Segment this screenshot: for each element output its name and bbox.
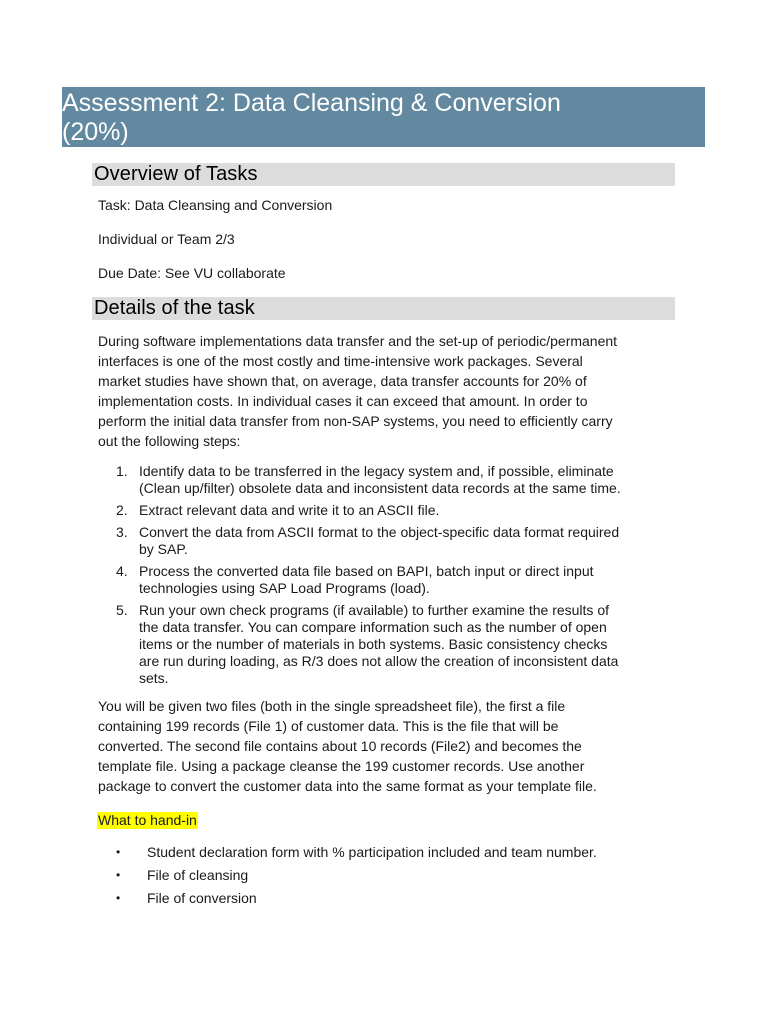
details-heading: Details of the task (94, 297, 255, 319)
details-heading-bar (92, 297, 675, 320)
intro-line: perform the initial data transfer from non-SAP systems, you need to efficiently carry (98, 413, 613, 429)
bullet-icon: • (116, 845, 121, 859)
step-text (139, 463, 682, 497)
step-text (139, 602, 682, 687)
intro-line: out the following steps: (98, 433, 241, 449)
page-title-line-1: Assessment 2: Data Cleansing & Conversion (62, 89, 561, 117)
step-line: the data transfer. You can compare information such as the number of open (139, 619, 607, 635)
due-date-line: Due Date: See VU collaborate (98, 265, 286, 281)
step-number: 2. (116, 502, 128, 518)
step-line: technologies using SAP Load Programs (load). (139, 580, 430, 596)
hand-in-item-text: Student declaration form with % participation included and team number. (147, 844, 597, 860)
page-title-line-2: (20%) (62, 118, 129, 146)
step-line: Identify data to be transferred in the legacy system and, if possible, eliminate (139, 463, 614, 479)
step-line: Run your own check programs (if available) to further examine the results of (139, 602, 609, 618)
step-item (112, 463, 682, 497)
step-line: are run during loading, as R/3 does not allow the creation of inconsistent data (139, 653, 619, 669)
team-line: Individual or Team 2/3 (98, 231, 235, 247)
step-number: 5. (116, 602, 128, 618)
intro-paragraph (98, 331, 678, 451)
hand-in-item-text: File of cleansing (147, 867, 249, 883)
intro-line: implementation costs. In individual cases it can exceed that amount. In order to (98, 393, 588, 409)
task-line: Task: Data Cleansing and Conversion (98, 197, 333, 213)
step-number: 1. (116, 463, 128, 479)
steps-list (112, 463, 682, 692)
bullet-icon: • (116, 891, 121, 905)
intro-line: interfaces is one of the most costly and time-intensive work packages. Several (98, 353, 583, 369)
files-line: containing 199 records (File 1) of customer data. This is the file that will be (98, 718, 559, 734)
intro-line: During software implementations data transfer and the set-up of periodic/permanent (98, 333, 618, 349)
step-text (139, 563, 682, 597)
hand-in-item-text: File of conversion (147, 890, 257, 906)
step-number: 4. (116, 563, 128, 579)
title-banner (62, 87, 705, 147)
page-title (62, 89, 705, 147)
step-line: sets. (139, 670, 169, 686)
overview-heading-bar (92, 163, 675, 186)
step-line: Extract relevant data and write it to an ASCII file. (139, 502, 440, 518)
step-item (112, 524, 682, 558)
step-item (112, 502, 682, 519)
step-line: items or the number of materials in both systems. Basic consistency checks (139, 636, 608, 652)
files-paragraph (98, 696, 678, 796)
overview-heading: Overview of Tasks (94, 163, 258, 185)
step-line: Convert the data from ASCII format to the object-specific data format required (139, 524, 620, 540)
files-line: package to convert the customer data into the same format as your template file. (98, 778, 597, 794)
step-line: (Clean up/filter) obsolete data and inconsistent data records at the same time. (139, 480, 621, 496)
step-item (112, 563, 682, 597)
files-line: converted. The second file contains about 10 records (File2) and becomes the (98, 738, 582, 754)
step-text (139, 502, 682, 519)
step-text (139, 524, 682, 558)
step-number: 3. (116, 524, 128, 540)
step-line: by SAP. (139, 541, 188, 557)
intro-line: market studies have shown that, on average, data transfer accounts for 20% of (98, 373, 587, 389)
step-line: Process the converted data file based on BAPI, batch input or direct input (139, 563, 594, 579)
files-line: You will be given two files (both in the single spreadsheet file), the first a file (98, 698, 566, 714)
files-line: template file. Using a package cleanse the 199 customer records. Use another (98, 758, 585, 774)
step-item (112, 602, 682, 687)
hand-in-label: What to hand-in (98, 812, 197, 828)
bullet-icon: • (116, 868, 121, 882)
